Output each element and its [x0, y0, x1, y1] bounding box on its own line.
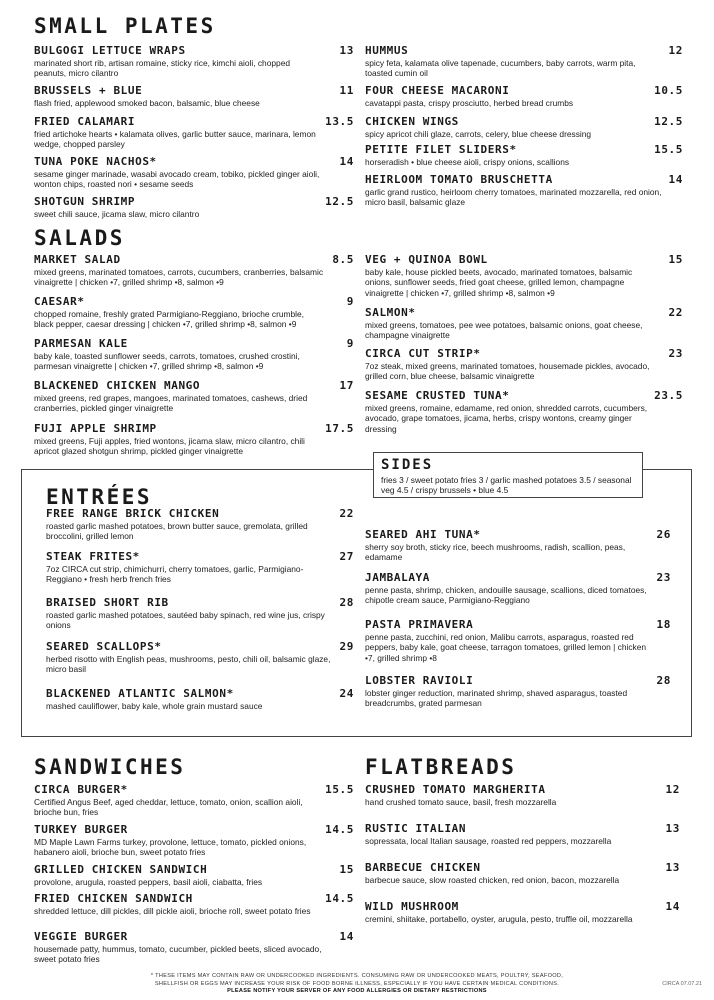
- menu-item-description: 7oz CIRCA cut strip, chimichurri, cherry tomatoes, garlic, Parmigiano-Reggiano • fresh herb french fries: [46, 564, 304, 585]
- menu-item-name: RUSTIC ITALIAN: [365, 822, 467, 835]
- menu-item: [46, 507, 354, 542]
- menu-item-price: 12: [665, 783, 680, 796]
- menu-item: [365, 253, 683, 298]
- menu-item-description: garlic grand rustico, heirloom cherry tomatoes, marinated mozzarella, red onion, micro basil, balsamic glaze: [365, 187, 662, 208]
- menu-item-description: sweet chili sauce, jicama slaw, micro cilantro: [34, 209, 200, 219]
- menu-item: [34, 422, 354, 457]
- menu-item-description: herbed risotto with English peas, mushrooms, pesto, chili oil, balsamic glaze, micro basil: [46, 654, 331, 675]
- menu-item-name: FRIED CALAMARI: [34, 115, 136, 128]
- menu-item-description: sherry soy broth, sticky rice, beech mushrooms, radish, scallion, peas, edamame: [365, 542, 626, 563]
- menu-item: [34, 253, 354, 288]
- menu-item-name: CIRCA CUT STRIP*: [365, 347, 481, 360]
- flatbreads-title: FLATBREADS: [365, 755, 517, 779]
- menu-item-price: 15: [339, 863, 354, 876]
- menu-item-description: 7oz steak, mixed greens, marinated tomatoes, housemade pickles, avocado, grilled corn, blue cheese, balsamic vinaigrette: [365, 361, 650, 382]
- menu-item-name: SEARED SCALLOPS*: [46, 640, 162, 653]
- menu-item-price: 13: [665, 861, 680, 874]
- menu-item: [46, 550, 354, 585]
- disclaimer-line-2: SHELLFISH OR EGGS MAY INCREASE YOUR RISK OF FOOD BORNE ILLNESS, ESPECIALLY IF YOU HAVE CERTAIN MEDICAL CONDITIONS.: [154, 980, 560, 987]
- menu-item-description: sesame ginger marinade, wasabi avocado cream, tobiko, pickled ginger aioli, wonton chips, roasted nori • sesame seeds: [34, 169, 320, 190]
- menu-item-price: 13: [665, 822, 680, 835]
- menu-item-description: roasted garlic mashed potatoes, sautéed baby spinach, red wine jus, crispy onions: [46, 610, 325, 631]
- menu-item-name: STEAK FRITES*: [46, 550, 140, 563]
- menu-item-price: 14.5: [325, 892, 354, 905]
- menu-item-name: VEGGIE BURGER: [34, 930, 128, 943]
- menu-item-description: spicy feta, kalamata olive tapenade, cucumbers, baby carrots, warm pita, toasted cumin oil: [365, 58, 636, 79]
- menu-item: [46, 596, 354, 631]
- menu-item-name: BRUSSELS + BLUE: [34, 84, 143, 97]
- menu-item-price: 13.5: [325, 115, 354, 128]
- menu-item-name: PASTA PRIMAVERA: [365, 618, 474, 631]
- menu-item-description: fried artichoke hearts • kalamata olives, garlic butter sauce, marinara, lemon wedge, chopped parsley: [34, 129, 316, 150]
- menu-item: [365, 306, 683, 341]
- menu-item: [46, 687, 354, 711]
- menu-code: CIRCA 07.07.21: [662, 981, 702, 987]
- sides-title: SIDES: [381, 457, 434, 473]
- menu-item-price: 13: [339, 44, 354, 57]
- menu-item: [34, 823, 354, 858]
- menu-item-description: cavatappi pasta, crispy prosciutto, herbed bread crumbs: [365, 98, 574, 108]
- menu-item: [365, 115, 683, 139]
- menu-item-price: 10.5: [654, 84, 683, 97]
- menu-item-name: BLACKENED ATLANTIC SALMON*: [46, 687, 234, 700]
- menu-item-description: marinated short rib, artisan romaine, sticky rice, kimchi aioli, chopped peanuts, micro cilantro: [34, 58, 291, 79]
- menu-item-price: 15.5: [654, 143, 683, 156]
- salads-title: SALADS: [34, 226, 125, 250]
- menu-item-price: 14: [339, 155, 354, 168]
- menu-item-description: baby kale, toasted sunflower seeds, carrots, tomatoes, crushed crostini, parmesan vinaigrette | chicken •7, grilled shrimp •8, salmon •9: [34, 351, 300, 372]
- menu-item-name: FUJI APPLE SHRIMP: [34, 422, 157, 435]
- menu-item-price: 28: [339, 596, 354, 609]
- menu-item-price: 14.5: [325, 823, 354, 836]
- menu-item: [365, 84, 683, 108]
- menu-item: [365, 528, 671, 563]
- menu-item: [34, 379, 354, 414]
- menu-item-price: 17.5: [325, 422, 354, 435]
- menu-item-description: MD Maple Lawn Farms turkey, provolone, lettuce, tomato, pickled onions, habanero aioli, brioche bun, sweet potato fries: [34, 837, 307, 858]
- menu-item-description: barbecue sauce, slow roasted chicken, red onion, bacon, mozzarella: [365, 875, 620, 885]
- menu-item-name: FOUR CHEESE MACARONI: [365, 84, 510, 97]
- menu-item-description: penne pasta, shrimp, chicken, andouille sausage, scallions, diced tomatoes, chipotle cream sauce, Parmigiano-Reggiano: [365, 585, 647, 606]
- menu-item-description: horseradish • blue cheese aioli, crispy onions, scallions: [365, 157, 570, 167]
- menu-item-name: FREE RANGE BRICK CHICKEN: [46, 507, 220, 520]
- menu-item-name: VEG + QUINOA BOWL: [365, 253, 488, 266]
- menu-item: [365, 389, 683, 434]
- menu-item: [365, 143, 683, 167]
- menu-item-price: 14: [665, 900, 680, 913]
- menu-item-name: CIRCA BURGER*: [34, 783, 128, 796]
- sandwiches-title: SANDWICHES: [34, 755, 186, 779]
- menu-item-name: SALMON*: [365, 306, 416, 319]
- menu-item-price: 15.5: [325, 783, 354, 796]
- menu-item-name: WILD MUSHROOM: [365, 900, 459, 913]
- menu-item-name: PARMESAN KALE: [34, 337, 128, 350]
- menu-item: [365, 347, 683, 382]
- menu-item-price: 28: [656, 674, 671, 687]
- menu-item-price: 27: [339, 550, 354, 563]
- menu-item-description: spicy apricot chili glaze, carrots, celery, blue cheese dressing: [365, 129, 592, 139]
- menu-item-description: housemade patty, hummus, tomato, cucumber, pickled beets, sliced avocado, sweet potato fries: [34, 944, 322, 965]
- sides-box: [373, 452, 643, 498]
- menu-item-description: sopressata, local Italian sausage, roasted red peppers, mozzarella: [365, 836, 612, 846]
- menu-item-description: mixed greens, Fuji apples, fried wontons, jicama slaw, micro cilantro, chili apricot glazed shotgun shrimp, pickled ginger vinaigrette: [34, 436, 305, 457]
- menu-item-price: 23: [656, 571, 671, 584]
- menu-item: [34, 84, 354, 108]
- menu-item-description: lobster ginger reduction, marinated shrimp, shaved asparagus, toasted breadcrumbs, grated parmesan: [365, 688, 628, 709]
- menu-item-description: Certified Angus Beef, aged cheddar, lettuce, tomato, onion, scallion aioli, brioche bun, fries: [34, 797, 303, 818]
- menu-item-name: FRIED CHICKEN SANDWICH: [34, 892, 193, 905]
- menu-item-price: 14: [668, 173, 683, 186]
- menu-item-description: mixed greens, red grapes, mangoes, marinated tomatoes, cashews, dried cranberries, pickled ginger vinaigrette: [34, 393, 308, 414]
- disclaimer-line-3: PLEASE NOTIFY YOUR SERVER OF ANY FOOD ALLERGIES OR DIETARY RESTRICTIONS: [227, 988, 487, 994]
- menu-item: [34, 155, 354, 190]
- menu-item-price: 24: [339, 687, 354, 700]
- menu-item: [34, 195, 354, 219]
- menu-item: [34, 783, 354, 818]
- menu-item: [365, 900, 680, 924]
- menu-item-price: 26: [656, 528, 671, 541]
- menu-item-description: mixed greens, tomatoes, pee wee potatoes, balsamic onions, goat cheese, champagne vinaigrette: [365, 320, 643, 341]
- menu-item-price: 15: [668, 253, 683, 266]
- menu-item-name: LOBSTER RAVIOLI: [365, 674, 474, 687]
- menu-item-price: 17: [339, 379, 354, 392]
- menu-item-name: BLACKENED CHICKEN MANGO: [34, 379, 201, 392]
- allergy-disclaimer: [0, 973, 714, 996]
- menu-item-price: 22: [339, 507, 354, 520]
- menu-item: [365, 783, 680, 807]
- menu-item: [365, 173, 683, 208]
- menu-item-name: SEARED AHI TUNA*: [365, 528, 481, 541]
- menu-item-name: SESAME CRUSTED TUNA*: [365, 389, 510, 402]
- menu-item-description: chopped romaine, freshly grated Parmigiano-Reggiano, brioche crumble, black pepper, caesar dressing | chicken •7, grilled shrimp •8, salmon •9: [34, 309, 305, 330]
- menu-item-description: flash fried, applewood smoked bacon, balsamic, blue cheese: [34, 98, 260, 108]
- menu-item-name: JAMBALAYA: [365, 571, 431, 584]
- menu-item-price: 23.5: [654, 389, 683, 402]
- menu-item-price: 11: [339, 84, 354, 97]
- menu-item-price: 8.5: [332, 253, 354, 266]
- menu-item-price: 12.5: [325, 195, 354, 208]
- menu-item-price: 9: [346, 295, 354, 308]
- menu-item: [365, 861, 680, 885]
- menu-item-name: TURKEY BURGER: [34, 823, 128, 836]
- menu-item-price: 18: [656, 618, 671, 631]
- menu-item: [34, 863, 354, 887]
- menu-item-name: HUMMUS: [365, 44, 409, 57]
- menu-item-name: BULGOGI LETTUCE WRAPS: [34, 44, 186, 57]
- menu-item-description: mixed greens, marinated tomatoes, carrots, cucumbers, cranberries, balsamic vinaigrette | chicken •7, grilled shrimp •8, salmon •9: [34, 267, 324, 288]
- menu-item-price: 9: [346, 337, 354, 350]
- menu-item-description: hand crushed tomato sauce, basil, fresh mozzarella: [365, 797, 557, 807]
- menu-item-description: roasted garlic mashed potatoes, brown butter sauce, gremolata, grilled broccolini, grilled lemon: [46, 521, 308, 542]
- menu-item: [365, 674, 671, 709]
- menu-item-name: CRUSHED TOMATO MARGHERITA: [365, 783, 546, 796]
- menu-item-name: BARBECUE CHICKEN: [365, 861, 481, 874]
- small-plates-title: SMALL PLATES: [34, 14, 216, 38]
- menu-item-price: 22: [668, 306, 683, 319]
- menu-item-name: SHOTGUN SHRIMP: [34, 195, 136, 208]
- menu-item-name: MARKET SALAD: [34, 253, 121, 266]
- menu-item: [365, 822, 680, 846]
- menu-item-description: shredded lettuce, dill pickles, dill pickle aioli, brioche roll, sweet potato fries: [34, 906, 311, 916]
- menu-item-description: provolone, arugula, roasted peppers, basil aioli, ciabatta, fries: [34, 877, 263, 887]
- menu-item: [365, 618, 671, 663]
- disclaimer-line-1: * THESE ITEMS MAY CONTAIN RAW OR UNDERCOOKED INGREDIENTS. CONSUMING RAW OR UNDERCOOKED MEATS, POULTRY, SEAFOOD,: [150, 973, 564, 979]
- menu-item: [34, 44, 354, 79]
- menu-item: [34, 930, 354, 965]
- menu-item-description: cremini, shiitake, portabello, oyster, arugula, pesto, truffle oil, mozzarella: [365, 914, 633, 924]
- menu-item-price: 14: [339, 930, 354, 943]
- menu-item-price: 29: [339, 640, 354, 653]
- menu-item-name: CHICKEN WINGS: [365, 115, 459, 128]
- menu-item: [34, 295, 354, 330]
- menu-item-description: mixed greens, romaine, edamame, red onion, shredded carrots, cucumbers, avocado, grape tomatoes, jicama, herbs, crispy wontons, creamy ginger dressing: [365, 403, 648, 434]
- menu-item: [365, 44, 683, 79]
- menu-item-name: CAESAR*: [34, 295, 85, 308]
- menu-item-description: baby kale, house pickled beets, avocado, marinated tomatoes, balsamic onions, sunflower seeds, fried goat cheese, grilled lemon, champagne vinaigrette | chicken •7, grilled shrimp •8, salmon •9: [365, 267, 633, 298]
- menu-item-name: HEIRLOOM TOMATO BRUSCHETTA: [365, 173, 553, 186]
- menu-item: [34, 892, 354, 916]
- menu-item-name: BRAISED SHORT RIB: [46, 596, 169, 609]
- menu-item-price: 12: [668, 44, 683, 57]
- menu-item-price: 12.5: [654, 115, 683, 128]
- sides-text: fries 3 / sweet potato fries 3 / garlic mashed potatoes 3.5 / seasonal veg 4.5 / crispy brussels • blue 4.5: [381, 475, 632, 495]
- entrees-title: ENTRÉES: [46, 485, 153, 509]
- menu-item: [34, 337, 354, 372]
- menu-item-price: 23: [668, 347, 683, 360]
- menu-item: [365, 571, 671, 606]
- menu-item-name: GRILLED CHICKEN SANDWICH: [34, 863, 208, 876]
- menu-item: [34, 115, 354, 150]
- menu-item-name: PETITE FILET SLIDERS*: [365, 143, 517, 156]
- menu-item-description: penne pasta, zucchini, red onion, Malibu carrots, asparagus, roasted red peppers, baby kale, goat cheese, tarragon tomatoes, grilled lemon | chicken •7, grilled shrimp •8: [365, 632, 647, 663]
- menu-item: [46, 640, 354, 675]
- menu-item-description: mashed cauliflower, baby kale, whole grain mustard sauce: [46, 701, 263, 711]
- menu-item-name: TUNA POKE NACHOS*: [34, 155, 157, 168]
